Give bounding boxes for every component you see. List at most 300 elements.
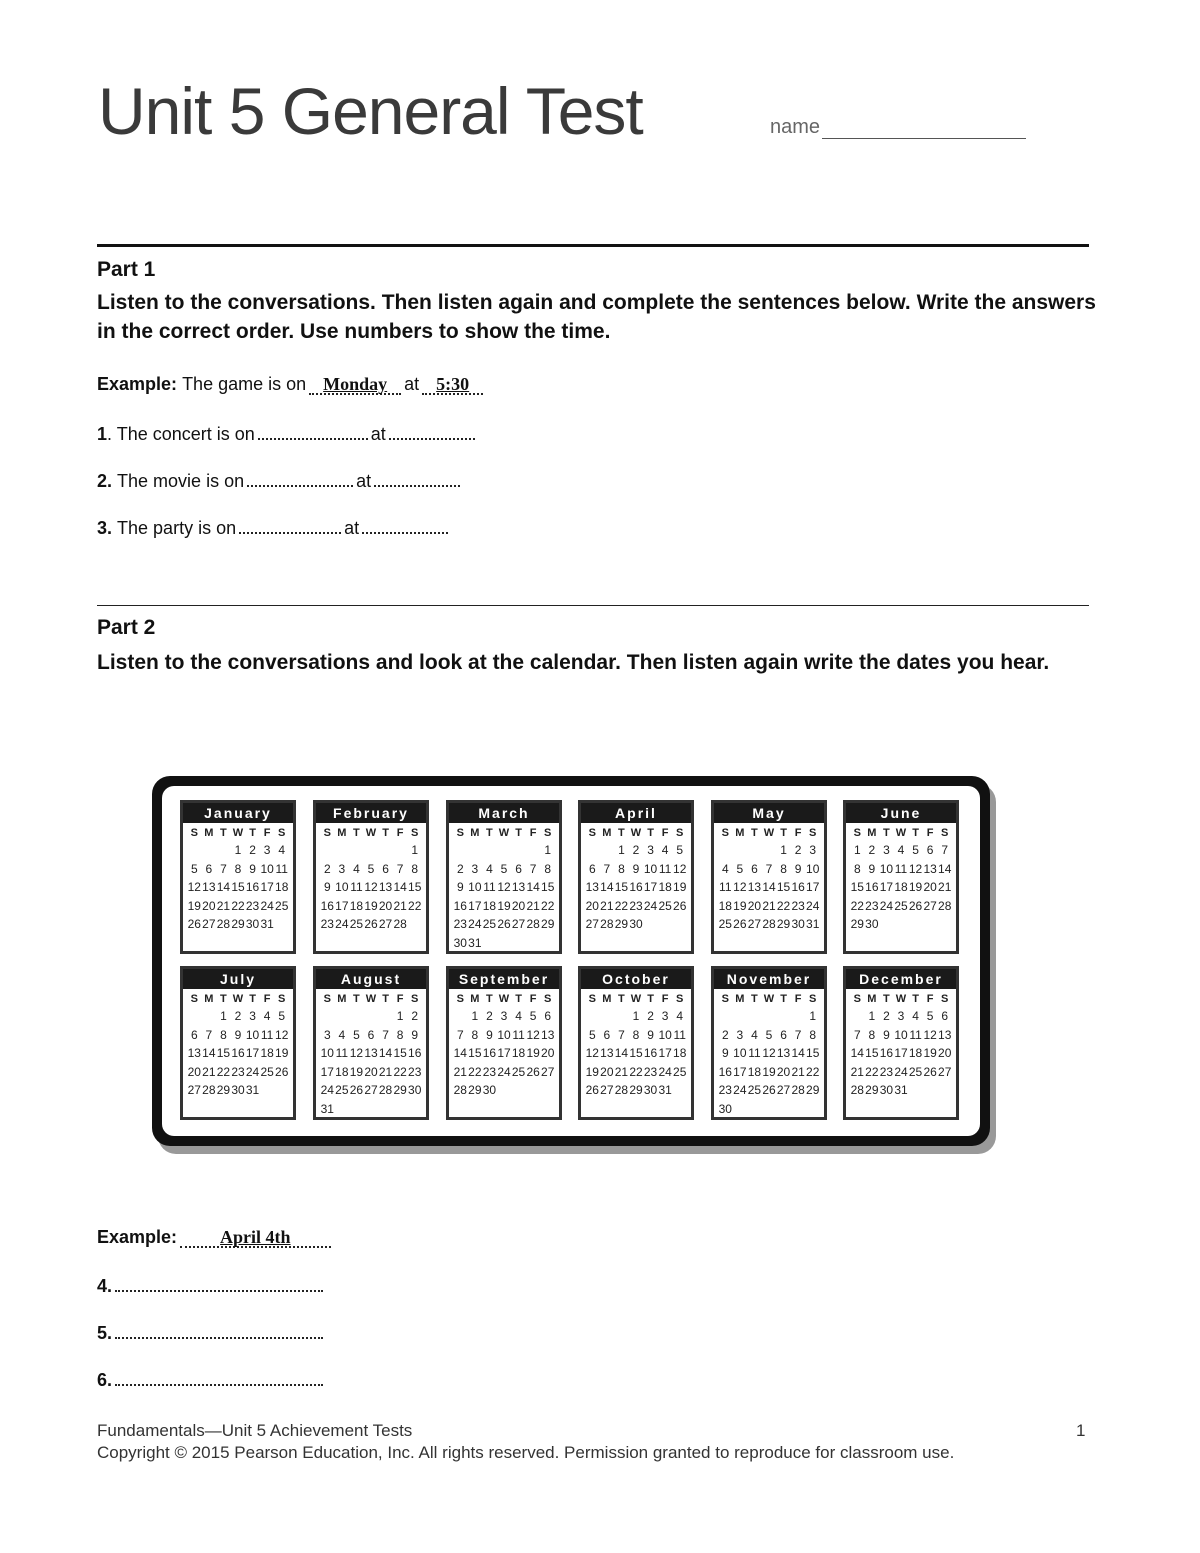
day-cell: 15	[776, 880, 791, 894]
day-cell: 30	[453, 935, 467, 950]
month-december	[843, 966, 959, 1120]
empty-day	[511, 841, 526, 860]
day-cell: 20	[541, 1046, 555, 1060]
day-cell: 10	[643, 861, 658, 876]
day-cell: 26	[762, 1083, 776, 1097]
day-cell: 16	[791, 880, 805, 894]
day-cell: 20	[923, 880, 937, 894]
day-cell: 22	[216, 1064, 231, 1079]
day-cell: 21	[850, 1064, 864, 1079]
weekday-header: T	[353, 827, 360, 839]
month-name: June	[846, 803, 956, 823]
day-cell: 23	[865, 898, 879, 913]
day-cell: 12	[497, 880, 511, 894]
day-cell: 9	[647, 1027, 654, 1042]
day-cell: 7	[794, 1027, 802, 1042]
month-june	[843, 800, 959, 954]
calendar-panel	[162, 786, 980, 1136]
weekday-header: T	[780, 993, 787, 1005]
day-grid	[316, 823, 426, 934]
weekday-header: S	[853, 993, 861, 1005]
day-cell: 25	[275, 898, 289, 913]
day-cell: 20	[600, 1064, 614, 1079]
day-cell: 1	[396, 1009, 404, 1023]
empty-day	[600, 1007, 615, 1026]
weekday-header: W	[498, 827, 510, 839]
answer-blank-day[interactable]	[258, 422, 368, 440]
weekday-header: W	[232, 993, 244, 1005]
month-name: July	[183, 969, 293, 989]
day-cell: 11	[350, 880, 363, 894]
day-cell: 22	[231, 898, 245, 913]
day-cell: 9	[323, 880, 331, 894]
day-cell: 28	[202, 1083, 216, 1097]
empty-day	[718, 841, 733, 860]
day-grid	[846, 823, 956, 934]
day-grid	[183, 989, 293, 1100]
day-cell: 11	[335, 1046, 349, 1060]
answer-blank-date[interactable]	[115, 1321, 323, 1339]
empty-day	[526, 841, 541, 860]
day-cell: 5	[736, 861, 744, 876]
day-cell: 13	[923, 861, 937, 876]
month-name: October	[581, 969, 691, 989]
day-cell: 19	[673, 880, 687, 894]
day-cell: 19	[187, 898, 201, 913]
day-cell: 8	[411, 861, 419, 876]
weekday-header: S	[941, 827, 949, 839]
day-cell: 28	[453, 1083, 467, 1097]
day-cell: 6	[367, 1027, 375, 1042]
weekday-header: S	[456, 827, 464, 839]
weekday-header: M	[735, 993, 745, 1005]
weekday-header: W	[763, 827, 775, 839]
weekday-header: W	[365, 827, 377, 839]
month-january	[180, 800, 296, 954]
day-cell: 29	[468, 1083, 482, 1097]
day-cell: 29	[614, 917, 629, 931]
weekday-header: F	[396, 827, 404, 839]
example-answer-day: Monday	[309, 375, 401, 395]
day-cell: 17	[879, 880, 894, 894]
day-cell: 7	[382, 1027, 389, 1042]
day-cell: 25	[908, 1064, 923, 1079]
question-1	[97, 422, 478, 445]
question-number: 6.	[97, 1370, 113, 1390]
weekday-header: W	[630, 827, 642, 839]
weekday-header: M	[867, 827, 877, 839]
empty-day	[349, 841, 364, 860]
day-cell: 30	[865, 917, 879, 931]
day-cell: 9	[249, 861, 256, 876]
day-cell: 2	[456, 861, 464, 876]
weekday-header: M	[204, 827, 214, 839]
day-grid	[714, 823, 824, 934]
weekday-header: S	[411, 993, 419, 1005]
day-cell: 14	[393, 880, 407, 894]
day-cell: 26	[275, 1064, 289, 1079]
empty-day	[364, 1007, 379, 1026]
day-cell: 24	[320, 1083, 334, 1097]
name-label: name	[770, 116, 821, 138]
day-cell: 28	[762, 917, 776, 931]
question-at: at	[356, 471, 372, 491]
weekday-header: S	[278, 827, 286, 839]
day-cell: 12	[762, 1046, 776, 1060]
day-cell: 15	[216, 1046, 231, 1060]
day-cell: 25	[658, 898, 672, 913]
day-cell: 6	[751, 861, 758, 876]
day-cell: 11	[275, 861, 288, 876]
question-text: The movie is on	[117, 471, 245, 491]
day-cell: 16	[629, 880, 643, 894]
day-cell: 27	[600, 1083, 614, 1097]
day-cell: 16	[879, 1046, 894, 1060]
weekday-header: T	[382, 993, 389, 1005]
day-cell: 17	[658, 1046, 672, 1060]
day-cell: 4	[912, 1009, 919, 1023]
month-september	[446, 966, 562, 1120]
day-cell: 14	[762, 880, 776, 894]
day-cell: 16	[482, 1046, 497, 1060]
weekday-header: F	[926, 827, 934, 839]
weekday-header: S	[941, 993, 949, 1005]
question-at: at	[370, 424, 386, 444]
day-cell: 10	[658, 1027, 672, 1042]
day-cell: 9	[411, 1027, 419, 1042]
day-cell: 13	[747, 880, 762, 894]
day-cell: 6	[588, 861, 596, 876]
day-cell: 3	[500, 1009, 508, 1023]
day-cell: 22	[850, 898, 864, 913]
day-cell: 13	[938, 1027, 952, 1042]
day-cell: 20	[364, 1064, 378, 1079]
day-cell: 26	[497, 917, 511, 931]
day-cell: 12	[349, 1046, 364, 1060]
example-answer-date: April 4th	[180, 1228, 331, 1248]
day-cell: 4	[676, 1009, 684, 1023]
day-cell: 11	[658, 861, 672, 876]
answer-blank-day[interactable]	[247, 469, 353, 487]
page-number: 1	[1076, 1421, 1086, 1440]
day-cell: 28	[216, 917, 231, 931]
day-cell: 7	[941, 843, 949, 857]
day-cell: 12	[923, 1027, 937, 1042]
day-cell: 30	[408, 1083, 422, 1097]
part1-example	[97, 374, 486, 395]
weekday-header: T	[912, 993, 919, 1005]
day-cell: 6	[190, 1027, 198, 1042]
day-cell: 9	[868, 861, 876, 876]
day-cell: 20	[202, 898, 216, 913]
day-grid	[316, 989, 426, 1118]
name-blank[interactable]	[822, 118, 1026, 139]
month-name: August	[316, 969, 426, 989]
empty-day	[614, 1007, 629, 1026]
answer-blank-date[interactable]	[115, 1368, 323, 1386]
day-cell: 18	[658, 880, 672, 894]
month-name: February	[316, 803, 426, 823]
day-cell: 29	[850, 917, 864, 931]
answer-blank-time[interactable]	[374, 469, 460, 487]
day-cell: 24	[879, 898, 894, 913]
weekday-header: T	[912, 827, 919, 839]
day-cell: 11	[909, 1027, 922, 1042]
day-cell: 4	[515, 1009, 522, 1023]
answer-blank-date[interactable]	[115, 1274, 323, 1292]
day-cell: 23	[320, 917, 334, 931]
empty-day	[187, 1007, 202, 1026]
empty-day	[497, 841, 512, 860]
day-grid	[449, 823, 559, 952]
day-cell: 6	[780, 1027, 787, 1042]
day-cell: 31	[245, 1083, 260, 1097]
day-cell: 29	[806, 1083, 820, 1097]
day-cell: 1	[234, 843, 242, 857]
day-cell: 30	[791, 917, 805, 931]
day-cell: 12	[908, 861, 923, 876]
day-cell: 19	[762, 1064, 776, 1079]
day-cell: 9	[456, 880, 464, 894]
day-cell: 14	[202, 1046, 216, 1060]
day-cell: 27	[202, 917, 216, 931]
day-cell: 21	[216, 898, 231, 913]
day-cell: 27	[511, 917, 526, 931]
day-cell: 1	[618, 843, 625, 857]
day-cell: 17	[468, 898, 482, 913]
example-answer-time: 5:30	[422, 375, 483, 395]
day-cell: 17	[643, 880, 658, 894]
question-number: 2.	[97, 471, 113, 491]
weekday-header: M	[470, 993, 480, 1005]
day-cell: 25	[260, 1064, 274, 1079]
weekday-header: F	[396, 993, 404, 1005]
day-cell: 15	[541, 880, 555, 894]
question-text: . The concert is on	[107, 424, 255, 444]
day-cell: 29	[393, 1083, 407, 1097]
day-cell: 24	[733, 1083, 747, 1097]
day-cell: 4	[721, 861, 729, 876]
day-cell: 23	[245, 898, 260, 913]
day-cell: 15	[231, 880, 245, 894]
month-november	[711, 966, 827, 1120]
day-cell: 25	[349, 917, 364, 931]
weekday-header: T	[249, 993, 256, 1005]
day-cell: 6	[603, 1027, 611, 1042]
footer-copyright: Copyright © 2015 Pearson Education, Inc. All rights reserved. Permission granted to reproduce for classroom use.	[97, 1443, 955, 1462]
day-cell: 28	[938, 898, 952, 913]
weekday-header: W	[498, 993, 510, 1005]
day-cell: 27	[187, 1083, 201, 1097]
empty-day	[600, 841, 615, 860]
day-cell: 13	[776, 1046, 791, 1060]
day-cell: 25	[482, 917, 497, 931]
day-cell: 19	[526, 1046, 540, 1060]
day-cell: 14	[526, 880, 540, 894]
month-name: September	[449, 969, 559, 989]
day-cell: 8	[234, 861, 242, 876]
day-cell: 12	[733, 880, 747, 894]
day-cell: 2	[234, 1009, 242, 1023]
weekday-header: M	[867, 993, 877, 1005]
day-cell: 18	[260, 1046, 274, 1060]
day-cell: 15	[614, 880, 629, 894]
weekday-header: F	[661, 993, 669, 1005]
day-cell: 5	[190, 861, 198, 876]
day-cell: 7	[765, 861, 773, 876]
day-cell: 8	[544, 861, 552, 876]
day-cell: 7	[853, 1027, 861, 1042]
day-cell: 5	[912, 843, 919, 857]
day-cell: 21	[202, 1064, 216, 1079]
day-cell: 28	[393, 917, 407, 931]
weekday-header: T	[220, 827, 227, 839]
weekday-header: S	[809, 827, 817, 839]
day-cell: 4	[897, 843, 905, 857]
day-cell: 26	[526, 1064, 540, 1079]
weekday-header: T	[249, 827, 256, 839]
empty-day	[791, 1007, 806, 1026]
day-cell: 3	[736, 1027, 744, 1042]
answer-blank-time[interactable]	[362, 516, 448, 534]
footer-source: Fundamentals—Unit 5 Achievement Tests	[97, 1421, 413, 1440]
day-cell: 1	[868, 1009, 876, 1023]
day-cell: 20	[378, 898, 393, 913]
day-cell: 5	[676, 843, 684, 857]
empty-day	[335, 1007, 350, 1026]
question-number: 3.	[97, 518, 113, 538]
day-cell: 9	[632, 861, 640, 876]
weekday-header: T	[883, 993, 890, 1005]
day-cell: 18	[511, 1046, 526, 1060]
day-cell: 8	[868, 1027, 876, 1042]
day-cell: 29	[865, 1083, 879, 1097]
day-cell: 31	[320, 1101, 334, 1116]
answer-blank-time[interactable]	[389, 422, 475, 440]
weekday-header: T	[486, 993, 493, 1005]
day-cell: 23	[879, 1064, 894, 1079]
day-cell: 23	[453, 917, 467, 931]
page-title: Unit 5 General Test	[98, 74, 643, 148]
day-cell: 11	[894, 861, 908, 876]
question-6	[97, 1368, 326, 1391]
day-cell: 25	[511, 1064, 526, 1079]
day-cell: 6	[382, 861, 389, 876]
empty-day	[202, 1007, 217, 1026]
answer-blank-day[interactable]	[239, 516, 341, 534]
day-cell: 14	[850, 1046, 864, 1060]
day-cell: 27	[747, 917, 762, 931]
weekday-header: T	[382, 827, 389, 839]
day-cell: 21	[762, 898, 776, 913]
day-cell: 19	[364, 898, 378, 913]
day-cell: 22	[408, 898, 422, 913]
day-cell: 16	[643, 1046, 658, 1060]
day-cell: 10	[894, 1027, 908, 1042]
name-field[interactable]	[770, 116, 1026, 139]
day-cell: 16	[718, 1064, 732, 1079]
day-cell: 11	[260, 1027, 274, 1042]
day-grid	[846, 989, 956, 1100]
day-cell: 10	[468, 880, 482, 894]
day-cell: 2	[647, 1009, 654, 1023]
day-cell: 28	[850, 1083, 864, 1097]
day-cell: 18	[894, 880, 908, 894]
day-cell: 16	[231, 1046, 245, 1060]
weekday-header: S	[676, 993, 684, 1005]
weekday-header: M	[337, 827, 347, 839]
weekday-header: S	[721, 827, 729, 839]
day-cell: 11	[719, 880, 732, 894]
weekday-header: S	[853, 827, 861, 839]
day-cell: 3	[338, 861, 346, 876]
month-name: December	[846, 969, 956, 989]
day-cell: 26	[187, 917, 201, 931]
day-cell: 3	[809, 843, 817, 857]
day-cell: 16	[408, 1046, 422, 1060]
day-cell: 1	[544, 843, 552, 857]
weekday-header: F	[263, 827, 271, 839]
part1-heading: Part 1	[97, 258, 156, 281]
month-july	[180, 966, 296, 1120]
day-cell: 27	[923, 898, 937, 913]
weekday-header: T	[751, 827, 758, 839]
day-cell: 20	[747, 898, 762, 913]
empty-day	[585, 1007, 600, 1026]
day-cell: 16	[453, 898, 467, 913]
day-cell: 23	[408, 1064, 422, 1079]
weekday-header: T	[618, 827, 625, 839]
day-cell: 13	[585, 880, 599, 894]
day-cell: 26	[585, 1083, 599, 1097]
day-cell: 26	[364, 917, 378, 931]
weekday-header: F	[794, 993, 802, 1005]
day-cell: 29	[776, 917, 791, 931]
day-cell: 6	[515, 861, 522, 876]
day-cell: 17	[245, 1046, 260, 1060]
day-cell: 11	[483, 880, 496, 894]
day-cell: 9	[234, 1027, 242, 1042]
weekday-header: T	[353, 993, 360, 1005]
day-cell: 11	[748, 1046, 761, 1060]
weekday-header: S	[721, 993, 729, 1005]
day-cell: 11	[673, 1027, 686, 1042]
day-cell: 7	[529, 861, 537, 876]
empty-day	[468, 841, 483, 860]
weekday-header: F	[661, 827, 669, 839]
day-cell: 24	[658, 1064, 672, 1079]
day-cell: 31	[658, 1083, 672, 1097]
day-cell: 21	[600, 898, 614, 913]
day-cell: 5	[500, 861, 508, 876]
month-march	[446, 800, 562, 954]
day-cell: 21	[378, 1064, 393, 1079]
day-cell: 10	[260, 861, 274, 876]
day-cell: 7	[618, 1027, 625, 1042]
day-cell: 17	[320, 1064, 334, 1079]
question-at: at	[344, 518, 360, 538]
day-cell: 13	[600, 1046, 614, 1060]
day-cell: 7	[603, 861, 611, 876]
weekday-header: S	[676, 827, 684, 839]
day-cell: 4	[278, 843, 286, 857]
day-cell: 8	[780, 861, 787, 876]
day-cell: 14	[938, 861, 952, 876]
day-cell: 9	[721, 1046, 729, 1060]
month-name: March	[449, 803, 559, 823]
day-cell: 18	[275, 880, 289, 894]
day-cell: 15	[865, 1046, 879, 1060]
